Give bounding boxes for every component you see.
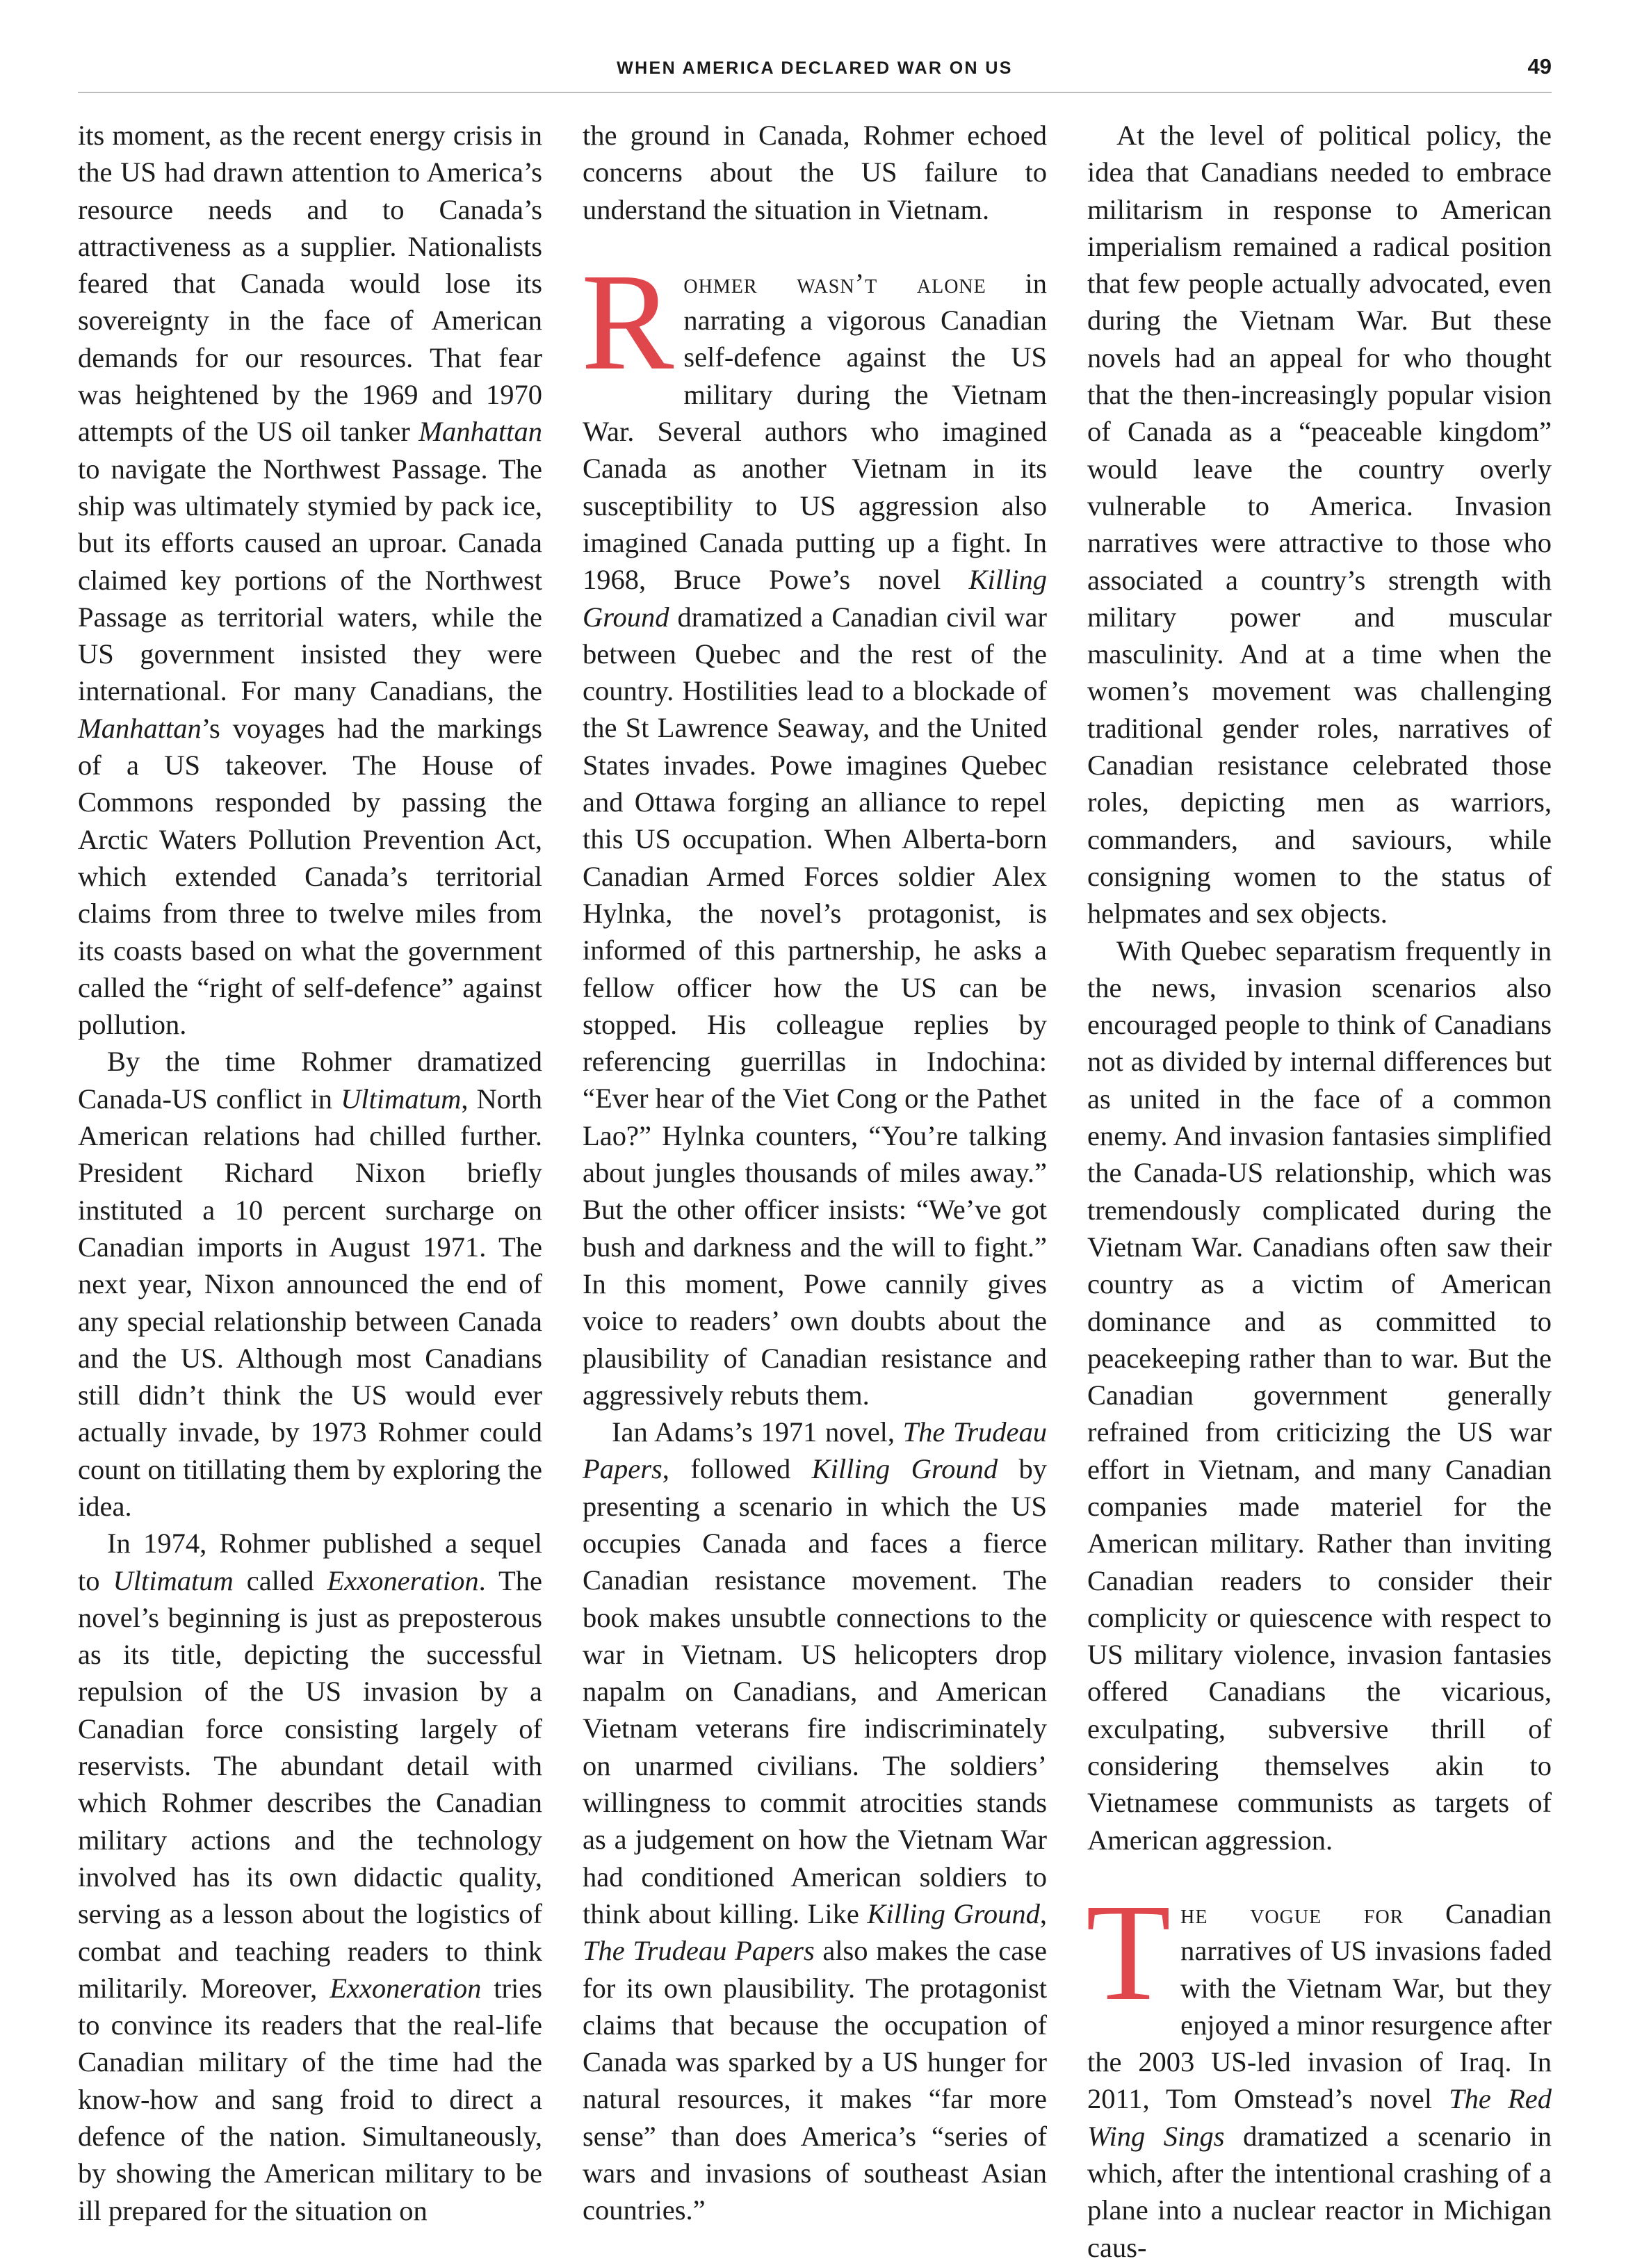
- paragraph: At the level of political policy, the idea that Canadians needed to embrace militarism in response to American imperialism remained a radical position that few people actually advocated, even during the Vietnam War. But these novels had an appeal for who thought that the then-increasingly popular vision of Canada as a “peaceable kingdom” would leave the country overly vulnerable to America. Invasion narratives were attractive to those who associated a country’s strength with military power and muscular masculinity. And at a time when the women’s movement was challenging traditional gender roles, narratives of Canadian resistance celebrated those roles, depicting men as warriors, commanders, and saviours, while consigning women to the status of helpmates and sex objects.: [1087, 120, 1552, 930]
- small-caps-lead: he vogue for: [1180, 1897, 1404, 1929]
- paragraph: With Quebec separatism frequently in the news, invasion scenarios also encouraged people to think of Canadians not as divided by internal differences but as united in the face of a common enemy. And invasion fantasies simplified the Canada-US relationship, which was tremendously complicated during the Vietnam War. Canadians often saw their country as a victim of American dominance and as committed to peacekeeping rather than to war. But the Canadian government generally refrained from criticizing the US war effort in Vietnam, and many Canadian companies made materiel for the American military. Rather than inviting Canadian readers to consider their complicity or quiescence with respect to US military violence, invasion fantasies offered Canadians the vicarious, exculpating, subversive thrill of considering themselves akin to Vietnamese communists as targets of American aggression.: [1087, 934, 1552, 1856]
- text-column-2: [583, 117, 1047, 2229]
- title-italic: Ultimatum: [341, 1083, 462, 1115]
- running-header: [78, 53, 1552, 93]
- title-italic: Exxoneration: [327, 1564, 479, 1596]
- drop-cap: R: [581, 245, 674, 399]
- paragraph: its moment, as the recent energy crisis in the US had drawn attention to America’s resource needs and to Canada’s attractiveness as a supplier. Nationalists feared that Canada would lose its sovereignty in the face of American demands for our resources. That fear was heightened by the 1969 and 1970 attempts of the US oil tanker Manhattan to navigate the Northwest Passage. The ship was ultimately stymied by pack ice, but its efforts caused an uproar. Canada claimed key portions of the Northwest Passage as territorial waters, while the US government insisted they were international. For many Canadians, the Manhattan’s voyages had the markings of a US takeover. The House of Commons responded by passing the Arctic Waters Pollution Prevention Act, which extended Canada’s territorial claims from three to twelve miles from its coasts based on what the government called the “right of self-defence” against pollution.: [78, 120, 542, 1041]
- title-italic: Manhattan: [78, 712, 202, 744]
- paragraph: the ground in Canada, Rohmer echoed concerns about the US failure to understand the situation in Vietnam.: [583, 120, 1047, 225]
- title-italic: Exxoneration: [330, 1972, 482, 2004]
- paragraph: Ian Adams’s 1971 novel, The Trudeau Papers, followed Killing Ground by presenting a scenario in which the US occupies Canada and faces a fierce Canadian resistance movement. The book makes unsubtle connections to the war in Vietnam. US helicopters drop napalm on Canadians, and American Vietnam veterans fire indiscriminately on unarmed civilians. The soldiers’ willingness to commit atrocities stands as a judgement on how the Vietnam War had conditioned American soldiers to think about killing. Like Killing Ground, The Trudeau Papers also makes the case for its own plausibility. The protagonist claims that because the occupation of Canada was sparked by a US hunger for natural resources, it makes “far more sense” than does America’s “series of wars and invasions of southeast Asian countries.”: [583, 1416, 1047, 2226]
- title-italic: The Red Wing Sings: [1087, 2083, 1552, 2152]
- paragraph: By the time Rohmer dramatized Canada-US conflict in Ultimatum, North American relations had chilled further. President Richard Nixon briefly instituted a 10 percent surcharge on Canadian imports in August 1971. The next year, Nixon announced the end of any special relationship between Canada and the US. Although most Canadians still didn’t think the US would ever actually invade, by 1973 Rohmer could count on titillating them by exploring the idea.: [78, 1046, 542, 1522]
- drop-cap: T: [1086, 1875, 1171, 2030]
- section-opening-paragraph: The vogue for Canadian narratives of US invasions faded with the Vietnam War, but they enjoyed a minor resurgence after the 2003 US-led invasion of Iraq. In 2011, Tom Omstead’s novel The Red Wing Sings dramatized a scenario in which, after the intentional crashing of a plane into a nuclear reactor in Michigan caus-: [1086, 1875, 1552, 2263]
- title-italic: Killing Ground: [811, 1453, 998, 1485]
- title-italic: The Trudeau Papers: [583, 1416, 1047, 1485]
- section-opening-paragraph: Rohmer wasn’t alone in narrating a vigorous Canadian self-defence against the US military during the Vietnam War. Several authors who imagined Canada as another Vietnam in its susceptibility to US aggression also imagined Canada putting up a fight. In 1968, Bruce Powe’s novel Killing Ground dramatized a Canadian civil war between Quebec and the rest of the country. Hostilities lead to a blockade of the St Lawrence Seaway, and the United States invades. Powe imagines Quebec and Ottawa forging an alliance to repel this US occupation. When Alberta-born Canadian Armed Forces soldier Alex Hylnka, the novel’s protagonist, is informed of this partnership, he asks a fellow officer how the US can be stopped. His colleague replies by referencing guerrillas in Indochina: “Ever hear of the Viet Cong or the Pathet Lao?” Hylnka counters, “You’re talking about jungles thousands of miles away.” But the other officer insists: “We’ve got bush and darkness and the will to fight.” In this moment, Powe cannily gives voice to readers’ own doubts about the plausibility of Canadian resistance and aggressively rebuts them.: [581, 245, 1047, 1411]
- title-italic: Ultimatum: [113, 1564, 234, 1596]
- small-caps-lead: ohmer wasn’t alone: [683, 267, 986, 299]
- title-italic: Manhattan: [418, 416, 542, 448]
- page-number: 49: [1527, 54, 1552, 79]
- title-italic: The Trudeau Papers: [583, 1935, 815, 1967]
- title-italic: Killing Ground: [583, 564, 1047, 633]
- paragraph: In 1974, Rohmer published a sequel to Ultimatum called Exxoneration. The novel’s beginning is just as preposterous as its title, depicting the successful repulsion of the US invasion by a Canadian force consisting largely of reservists. The abundant detail with which Rohmer describes the Canadian military actions and the technology involved has its own didactic quality, serving as a lesson about the logistics of combat and teaching readers to think militarily. Moreover, Exxoneration tries to convince its readers that the real-life Canadian military of the time had the know-how and sang froid to direct a defence of the nation. Simultaneously, by showing the American military to be ill prepared for the situation on: [78, 1528, 542, 2226]
- text-column-3: [1087, 117, 1552, 2266]
- running-title: WHEN AMERICA DECLARED WAR ON US: [617, 58, 1013, 78]
- text-column-1: [78, 117, 542, 2229]
- title-italic: Killing Ground: [867, 1897, 1040, 1929]
